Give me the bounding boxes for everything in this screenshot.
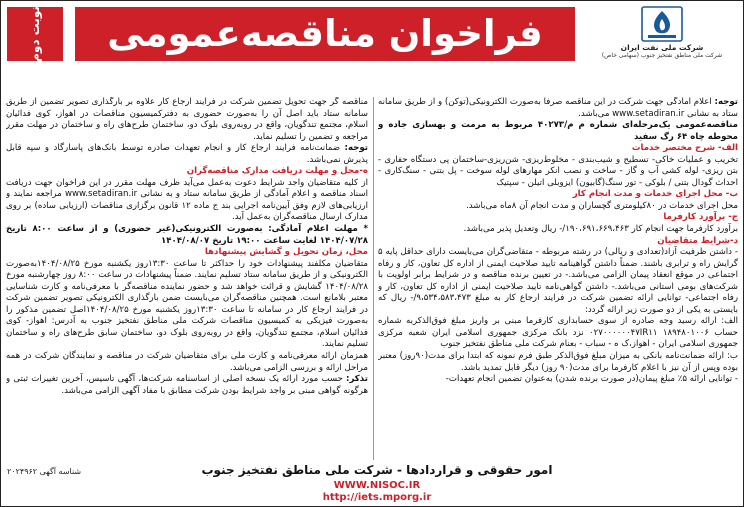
ad-id: شناسه آگهی ۲۰۲۴۹۶۲	[7, 467, 82, 476]
attention-label-2: توجه:	[344, 143, 368, 154]
section-d-text: - داشتن ظرفیت آزاد(تعدادی و ریالی) در رشته مربوطه - متقاضی‌گران می‌بایست دارای حداقل پایه ۵ گرایش راه و ترابری باشند. ضمناً داشتن گواهینامه تایید صلاحیت ایمنی از اداره کل تعاون، کار و رفاه اجتماعی در موقع انعقاد پیمان الزامی می‌باشد.- در تعیین برنده مناقصه و در شرایط برابر اولویت با شرکت‌های بومی استانی می‌باشد.- داشتن گواهی‌نامه تایید صلاحیت ایمنی از اداره کل تعاون، کار و رفاه اجتماعی- توانایی ارائه تضمین شرکت در فرایند ارجاع کار به مبلغ ۹،۵۳۴،۵۸۳،۴۷۳/- ریال که بایستی به یکی از دو صورت زیر ارائه گردد:	[378, 247, 738, 315]
footer-department: امور حقوقی و قراردادها - شرکت ملی مناطق نفتخیز جنوب	[201, 463, 553, 477]
section-d-option-b: ب: ارائه ضمانت‌نامه بانکی به میزان مبلغ فوق‌الذکر طبق فرم نمونه که ابتدا برای مدت(۹۰روز) معتبر بوده وپس از آن نیز با اعلام کارفرما برای مدت(۹۰ روز) دیگر قابل تمدید باشد.	[378, 351, 738, 373]
section-d-last: - توانایی ارائه ۵٪ مبلغ پیمان(در صورت برنده شدن) به‌عنوان تضمین انجام تعهدات-	[445, 374, 738, 385]
header	[1, 1, 743, 71]
deadline-note: * مهلت اعلام آمادگی: به‌صورت الکترونیکی(غیر حضوری) و از ساعت ۸:۰۰ تاریخ ۱۴۰۴/۰۷/۲۸ لغایت ساعت ۱۹:۰۰ تاریخ ۱۴۰۴/۰۸/۰۷	[6, 224, 368, 246]
page-title: فراخوان مناقصه‌عمومی	[75, 7, 575, 61]
section-d-heading: د-شرایط متقاضیان	[657, 235, 738, 246]
attention-paragraph-2	[6, 143, 368, 166]
footer	[201, 462, 553, 504]
column-divider	[373, 97, 374, 460]
footer-website-link[interactable]: WWW.NISOC.IR	[333, 480, 421, 491]
attention-text: اعلام آمادگی جهت شرکت در این مناقصه صرفاً به‌صورت الکترونیکی(توکن) و از طریق سامانه ستاد به نشانی www.setadiran.ir می‌باشد.	[378, 97, 738, 119]
representative-paragraph: همزمان ارائه معرفی‌نامه و کارت ملی برای متقاضیان شرکت در مناقصه و نمایندگان شرکت در همه مراحل ارائه و بررسی الزامی می‌باشد.	[6, 351, 368, 373]
section-f-heading: محل، زمان تحویل و گشایش پیشنهادها	[204, 247, 368, 258]
section-b-heading: ب- محل اجرای خدمات و مدت انجام کار	[572, 189, 738, 200]
section-a-heading: الف- شرح مختصر خدمات	[631, 143, 738, 154]
attention-text-2: ضمانت‌نامه فرایند ارجاع کار و انجام تعهدات صادره توسط بانک‌های پاسارگاد و سپه قابل پذیرش نمی‌باشد.	[6, 143, 368, 165]
tender-number-paragraph: مناقصه‌عمومی یک‌مرحله‌ای شماره م م/۴۰۲۷۳ مربوط به مرمت و بهسازی جاده و محوطه چاه ۶۴ رگ سفید	[378, 120, 738, 142]
section-e-heading: ه-محل و مهلت دریافت مدارک مناقصه‌گران	[186, 166, 368, 177]
reminder-paragraph	[6, 374, 368, 397]
attention-label: توجه:	[714, 97, 738, 107]
right-column	[378, 97, 738, 460]
nioc-flame-icon	[640, 5, 684, 43]
attention-paragraph	[378, 97, 738, 120]
section-f-text: متقاضیان مکلفند پیشنهادات خود را حداکثر تا ساعت ۱۳:۳۰روز یکشنبه مورخ ۱۴۰۴/۰۸/۲۵به‌صورت الکترونیکی و از طریق سامانه ستاد تسلیم نمایند. ضمناً پیشنهادات در ساعت ۸:۰۰ روز چهارشنبه مورخ ۱۴۰۴/۰۸/۲۸ گشایش و قرائت خواهد شد و حضور نماینده مناقصه‌گر با معرفی‌نامه و کارت شناسایی معتبر بلامانع است. همچنین مناقصه‌گران می‌بایست ضمن بارگذاری الکترونیکی تصویر تضمین شرکت در فرایند ارجاع کار در سامانه تا ساعت ۱۳:۳۰روز یکشنبه مورخ ۱۴۰۴/۰۸/۲۵اصل تضمین مذکور را به‌صورت فیزیکی به کمیسیون مناقصات شرکت ملی مناطق نفتخیز جنوب به آدرس: اهواز- کوی فدائیان اسلام، مجتمع تندگویان، واقع در روبه‌روی بلوک دو، ساختمان سابق طرح‌های راه و ساختمان تسلیم نمایند.	[6, 258, 368, 350]
company-logo	[587, 5, 737, 67]
section-c-heading: ج- برآورد کارفرما	[663, 212, 738, 223]
section-d-option-a: الف: ارائه رسید وجه صادره از سوی حسابداری کارفرما مبنی بر واریز مبلغ فوق‌الذکربه شماره حساب ۱۸۹۴۸۰۱۰۰۶ ۰۲۷۰۰۰۰۰۰۴۷IR۱۱ نزد بانک مرکزی جمهوری اسلامی ایران شعبه مرکزی جمهوری اسلامی ایران - اهواز،ک ه - سباب - بعنام شرکت ملی مناطق نفتخیز جنوب	[378, 316, 738, 350]
logo-company-name: شرکت ملی نفت ایران	[620, 43, 704, 52]
logo-subsidiary-name: شرکت ملی مناطق نفتخیز جنوب (سهامی خاص)	[601, 52, 723, 59]
section-c-text: برآورد کارفرما جهت انجام کار ۱۹۰،۶۹۱،۶۶۹،۴۶۳/- ریال وتعدیل پذیر می‌باشد.	[463, 224, 738, 235]
section-b-text: محل اجرای خدمات در ۸۰کیلومتری گچساران و مدت انجام آن ۸ماه می‌باشد.	[466, 200, 738, 211]
reminder-text: حسب مورد ارائه یک نسخه اصلی از اساسنامه شرکت‌ها، آگهی تاسیس، آخرین تغییرات ثبتی و هرگونه گواهی مبنی بر واجد شرایط بودن شرکت مطابق با مفاد آگهی الزامی می‌باشد.	[6, 374, 368, 396]
round-label: نوبت دوم	[28, 6, 43, 62]
footer-iets-link[interactable]: http://iets.mporg.ir	[322, 492, 432, 503]
reminder-label: تذکر:	[346, 374, 368, 385]
section-a-text: تخریب و عملیات خاکی- تسطیح و شیب‌بندی - مخلوط‌ریزی- شن‌ریزی-ساختمان پی دستگاه حفاری - بتن ریزی- لوله کشی آب و گاز - ساخت و نصب انکر مهارهای لوله سوخت - پل بتنی - سنگ‌کاری - احداث گودال بتنی / بلوکی - تور سنگ(گابیون) ایزوبلی اتیلن - سپتیک	[378, 154, 738, 188]
left-column	[6, 97, 368, 460]
round-badge	[7, 7, 63, 61]
guarantee-paragraph: مناقصه گر جهت تحویل تضمین شرکت در فرایند ارجاع کار علاوه بر بارگذاری تصویر تضمین از طریق سامانه ستاد باید اصل آن را به‌صورت حضوری به دفترکمیسیون مناقصات در اهواز، کوی فدائیان اسلام، مجتمع تندگویان، واقع در روبه‌روی بلوک دو، ساختمان طرح‌های راه و ساختمان در مهلت مقرر مراجعه و تضمین را تسلیم نماید.	[6, 97, 368, 142]
section-e-text: از کلیه متقاضیان واجد شرایط دعوت به‌عمل می‌آید ظرف مهلت مقرر در این فراخوان جهت دریافت اسناد مناقصه و اعلام آمادگی از طریق سامانه ستاد و به نشانی www.setadiran.ir مراجعه نمایند و ارزیابی‌های لازم وفق آیین‌نامه اجرایی بند ج ماده ۱۲ قانون برگزاری مناقصات (ارزیابی ساده) بر روی مدارک ارسال مناقصه‌گران به‌عمل آید.	[6, 177, 368, 223]
